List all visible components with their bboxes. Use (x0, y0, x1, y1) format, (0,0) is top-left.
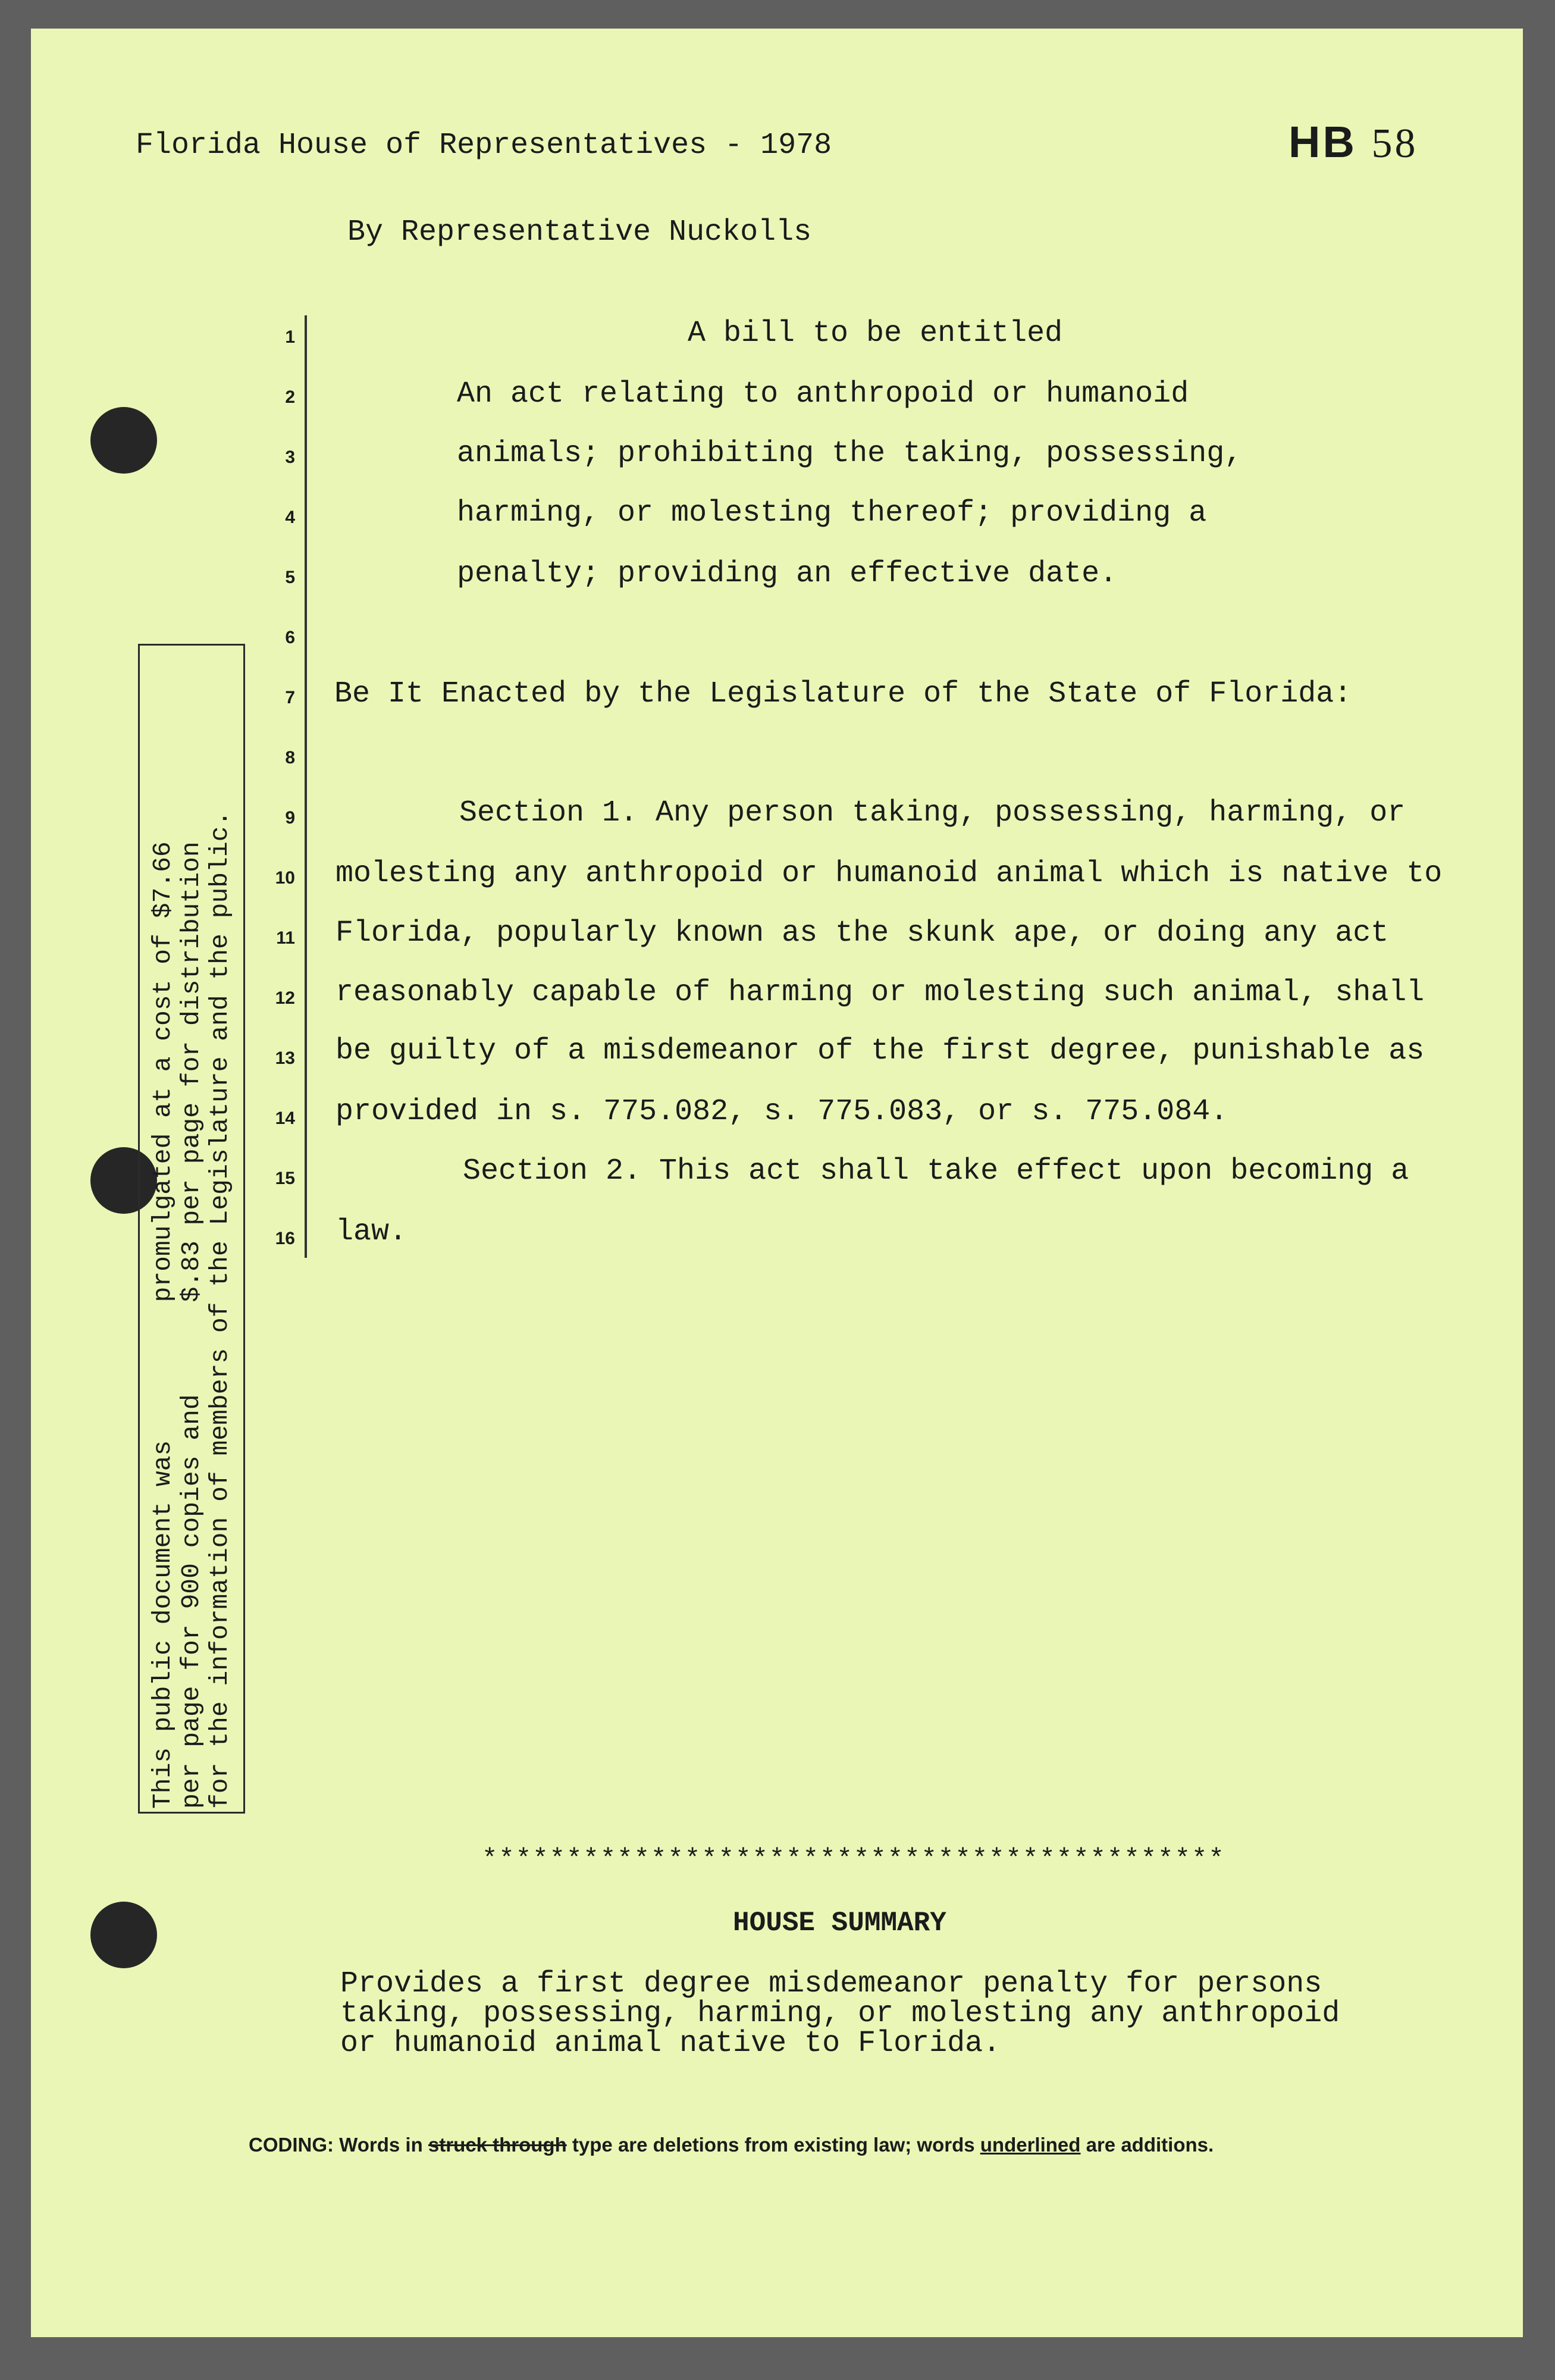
coding-underlined-example: underlined (980, 2134, 1081, 2156)
cost-notice-line: per page for 900 copies and $.83 per page for distribution (177, 841, 206, 1809)
section-line: law. (336, 1215, 407, 1249)
section-line: Florida, popularly known as the skunk ape, or doing any act (336, 916, 1389, 950)
line-number-rule (305, 315, 307, 1258)
coding-text: are additions. (1080, 2134, 1214, 2156)
title-line: harming, or molesting thereof; providing a (457, 496, 1207, 530)
section-line: be guilty of a misdemeanor of the first degree, punishable as (336, 1034, 1425, 1068)
line-number: 5 (285, 568, 295, 587)
cost-notice-line1-left: This public document was (148, 1440, 177, 1809)
summary-line: or humanoid animal native to Florida. (340, 2027, 1001, 2060)
cost-notice-line (149, 649, 177, 1809)
chamber-year-heading: Florida House of Representatives - 1978 (136, 129, 832, 162)
bill-entitle-heading: A bill to be entitled (688, 317, 1063, 350)
bill-number (1288, 117, 1418, 168)
cost-notice-line: for the information of members of the Legislature and the public. (205, 810, 234, 1809)
bill-number-value: 58 (1371, 121, 1418, 167)
punch-hole-bottom (90, 1902, 157, 1968)
line-number: 11 (276, 928, 295, 948)
cost-notice-line1-right: promulgated at a cost of $7.66 (148, 841, 177, 1302)
sponsor-byline: By Representative Nuckolls (347, 215, 812, 249)
line-number: 2 (285, 387, 295, 407)
title-line: penalty; providing an effective date. (457, 557, 1118, 591)
line-number: 6 (285, 628, 295, 647)
line-number: 15 (275, 1169, 295, 1188)
bill-prefix: HB (1288, 117, 1357, 167)
line-number: 7 (285, 688, 295, 707)
coding-struck-example: struck through (428, 2134, 567, 2156)
line-number: 10 (275, 868, 295, 888)
coding-text: Words in (334, 2134, 428, 2156)
section-line: Section 2. This act shall take effect upon becoming a (463, 1154, 1409, 1188)
line-number: 1 (285, 327, 295, 347)
title-line: animals; prohibiting the taking, possessing, (457, 437, 1243, 471)
line-number: 13 (275, 1048, 295, 1068)
line-number: 14 (275, 1108, 295, 1128)
section-line: Section 1. Any person taking, possessing, harming, or (459, 796, 1406, 830)
title-line: An act relating to anthropoid or humanoid (457, 377, 1189, 411)
line-number: 12 (275, 988, 295, 1008)
section-line: molesting any anthropoid or humanoid animal which is native to (336, 857, 1443, 891)
summary-line: Provides a first degree misdemeanor penalty for persons (340, 1967, 1322, 2001)
line-number: 8 (285, 748, 295, 768)
summary-line: taking, possessing, harming, or molesting any anthropoid (340, 1997, 1340, 2031)
summary-divider: ******************************************** (482, 1844, 1225, 1874)
enacting-clause: Be It Enacted by the Legislature of the State of Florida: (334, 677, 1352, 711)
line-number: 3 (285, 447, 295, 467)
punch-hole-top (90, 407, 157, 474)
section-line: provided in s. 775.082, s. 775.083, or s. 775.084. (336, 1095, 1228, 1129)
coding-legend (249, 2134, 1214, 2156)
cost-notice-text (149, 649, 234, 1809)
cost-notice-box (138, 644, 245, 1814)
coding-text: type are deletions from existing law; words (566, 2134, 980, 2156)
line-number: 4 (285, 508, 295, 527)
line-number: 16 (275, 1229, 295, 1248)
summary-title: HOUSE SUMMARY (733, 1908, 946, 1939)
line-number: 9 (285, 808, 295, 828)
section-line: reasonably capable of harming or molesting such animal, shall (336, 976, 1425, 1010)
coding-label: CODING: (249, 2134, 334, 2156)
